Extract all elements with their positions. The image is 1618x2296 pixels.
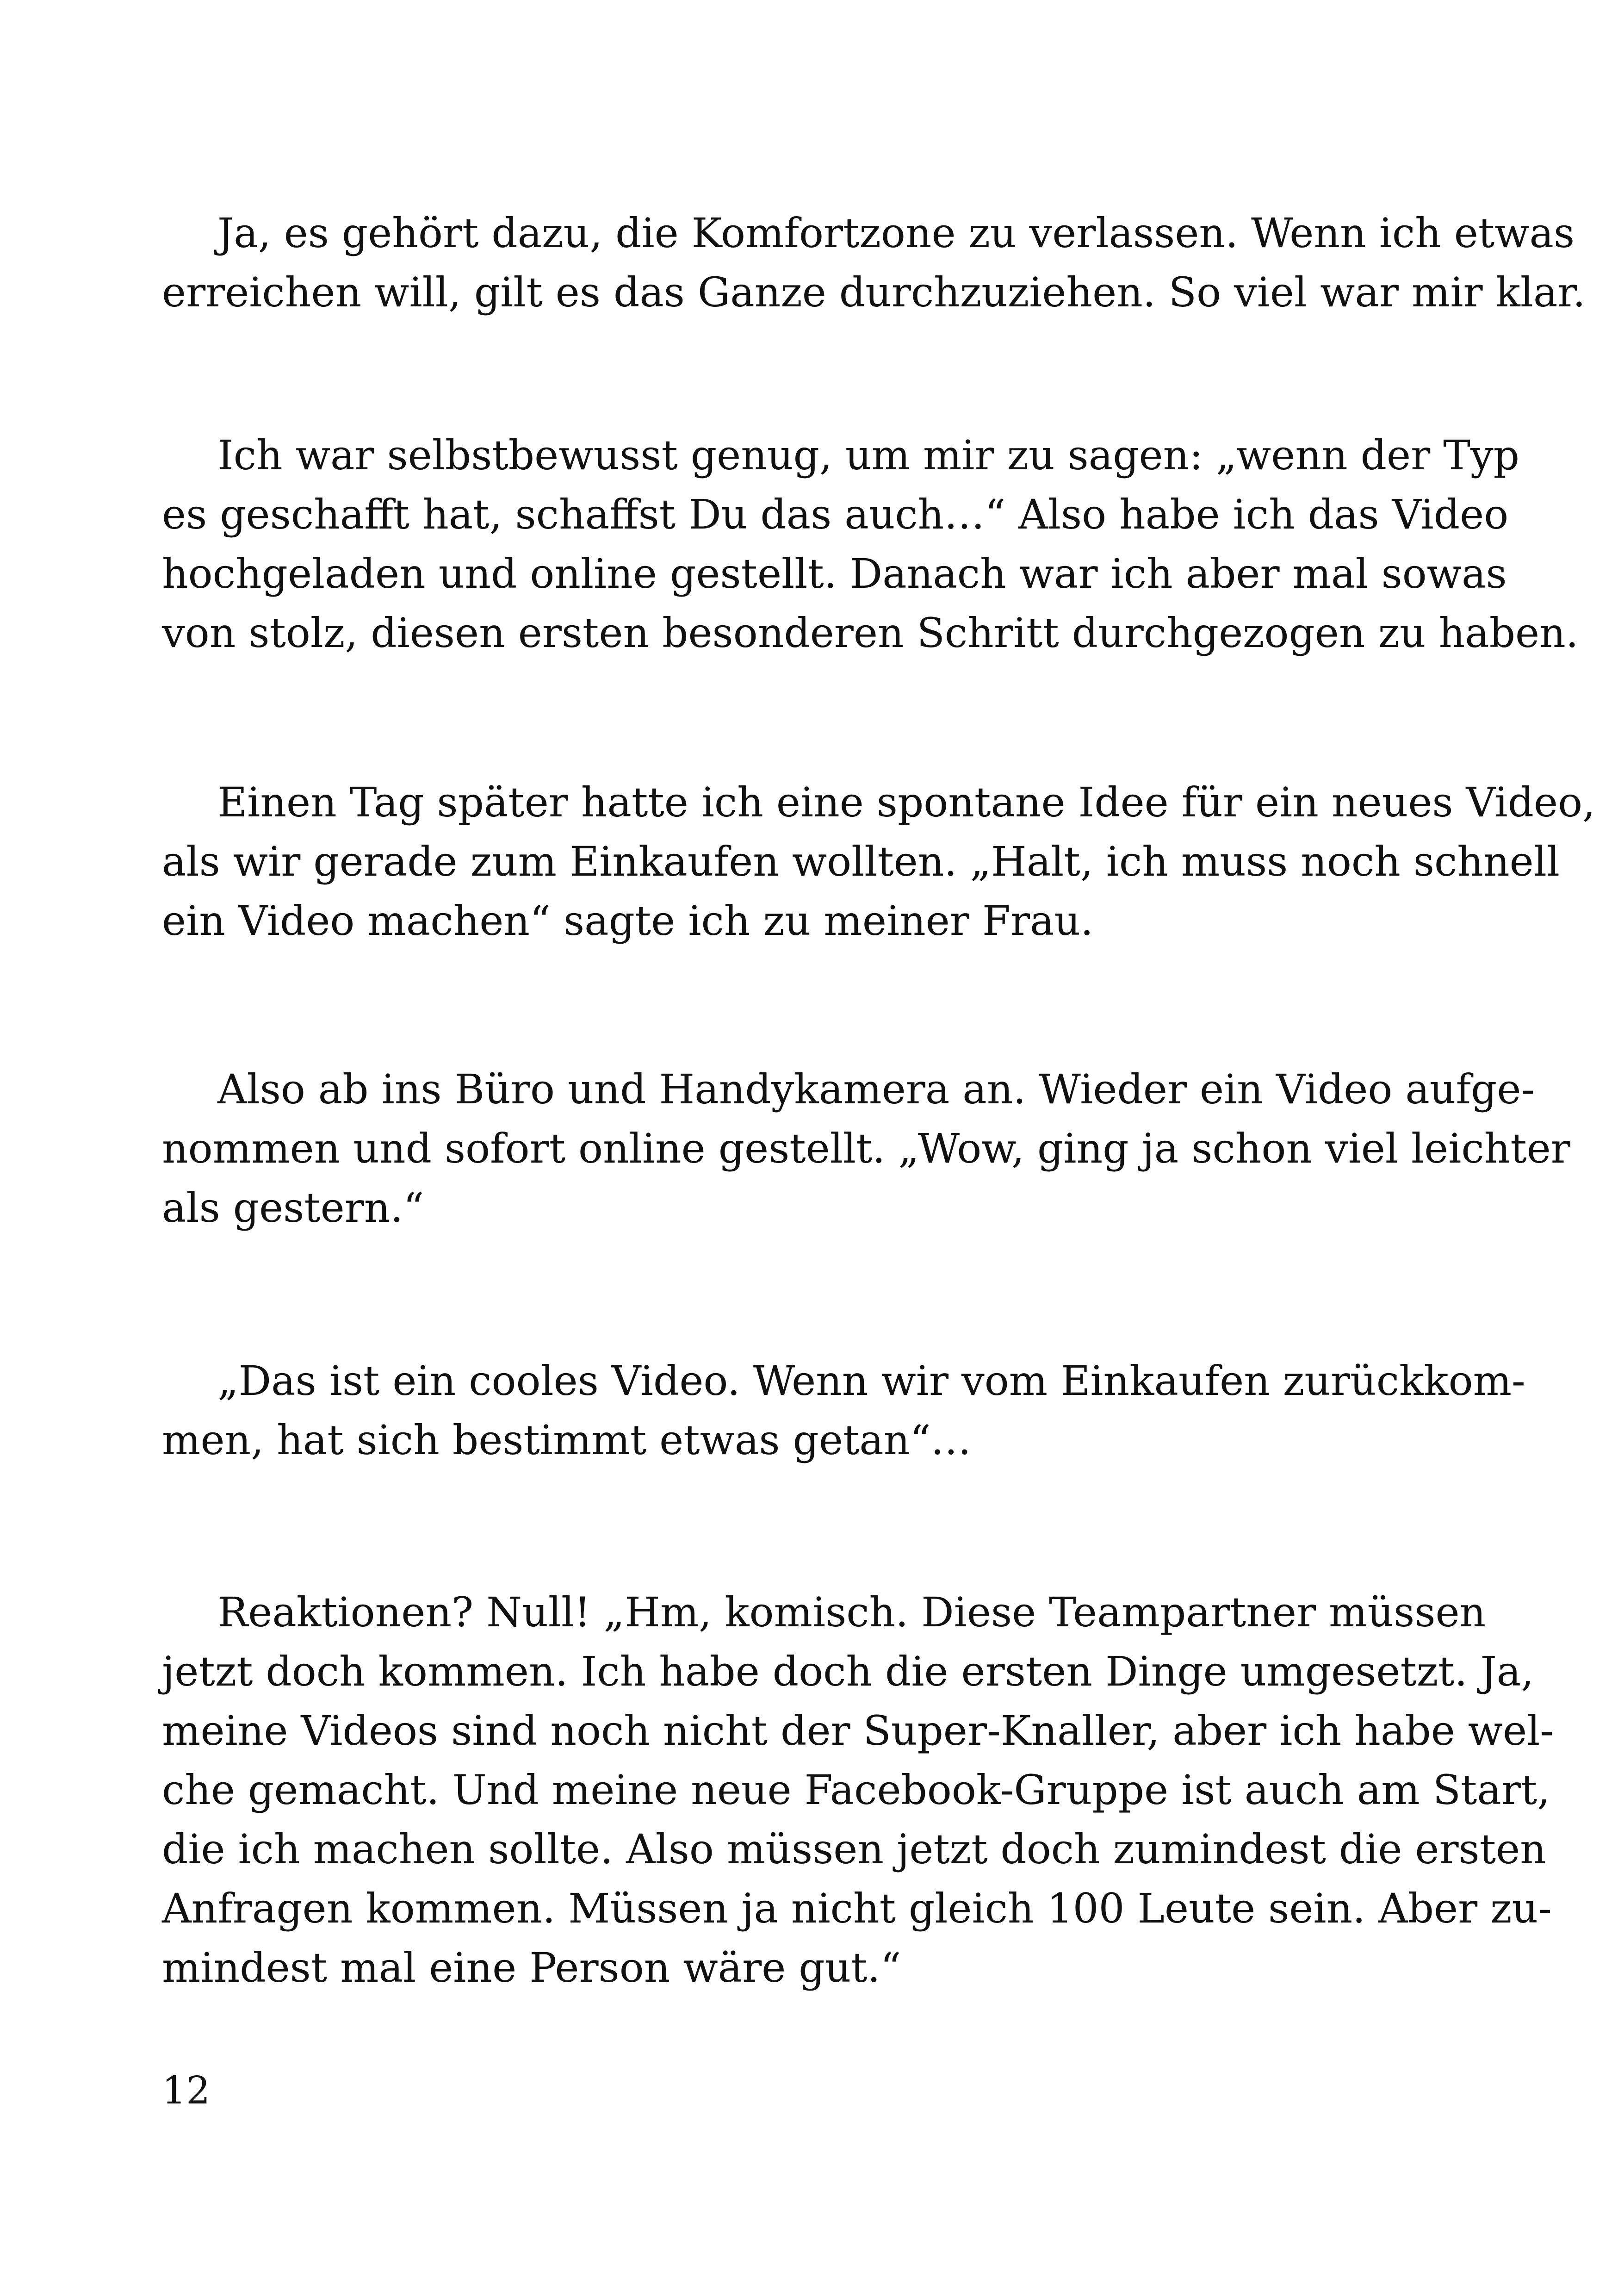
text-line: Ja, es gehört dazu, die Komfortzone zu verlassen. Wenn ich etwas — [217, 209, 1575, 257]
text-line: Ich war selbstbewusst genug, um mir zu sagen: „wenn der Typ — [217, 431, 1519, 479]
text-line: Einen Tag später hatte ich eine spontane Idee für ein neues Video, — [217, 778, 1596, 826]
text-line: Reaktionen? Null! „Hm, komisch. Diese Teampartner müssen — [217, 1588, 1486, 1636]
paragraph-3 — [162, 773, 1596, 951]
text-line: es geschafft hat, schaffst Du das auch…“ Also habe ich das Video — [162, 491, 1509, 538]
text-line: ein Video machen“ sagte ich zu meiner Frau. — [162, 897, 1094, 945]
page-number: 12 — [162, 2069, 211, 2113]
paragraph-2 — [162, 426, 1579, 663]
text-line: mindest mal eine Person wäre gut.“ — [162, 1944, 901, 1991]
text-line: hochgeladen und online gestellt. Danach war ich aber mal sowas — [162, 550, 1507, 597]
text-line: men, hat sich bestimmt etwas getan“… — [162, 1416, 972, 1464]
text-line: „Das ist ein cooles Video. Wenn wir vom Einkaufen zurückkom- — [217, 1357, 1525, 1405]
paragraph-6 — [162, 1583, 1554, 1997]
text-line: che gemacht. Und meine neue Facebook-Gruppe ist auch am Start, — [162, 1766, 1550, 1814]
text-line: als wir gerade zum Einkaufen wollten. „Halt, ich muss noch schnell — [162, 838, 1560, 885]
paragraph-5 — [162, 1351, 1525, 1470]
text-line: Also ab ins Büro und Handykamera an. Wieder ein Video aufge- — [217, 1065, 1535, 1113]
text-line: erreichen will, gilt es das Ganze durchzuziehen. So viel war mir klar. — [162, 268, 1586, 316]
text-line: von stolz, diesen ersten besonderen Schritt durchgezogen zu haben. — [162, 609, 1579, 657]
paragraph-4 — [162, 1060, 1570, 1238]
text-line: Anfragen kommen. Müssen ja nicht gleich 100 Leute sein. Aber zu- — [162, 1885, 1552, 1932]
text-line: meine Videos sind noch nicht der Super-Knaller, aber ich habe wel- — [162, 1707, 1554, 1755]
text-line: als gestern.“ — [162, 1184, 424, 1232]
paragraph-1 — [162, 204, 1586, 322]
text-line: die ich machen sollte. Also müssen jetzt doch zumindest die ersten — [162, 1825, 1546, 1873]
text-line: nommen und sofort online gestellt. „Wow, ging ja schon viel leichter — [162, 1125, 1570, 1172]
text-line: jetzt doch kommen. Ich habe doch die ersten Dinge umgesetzt. Ja, — [162, 1648, 1534, 1695]
